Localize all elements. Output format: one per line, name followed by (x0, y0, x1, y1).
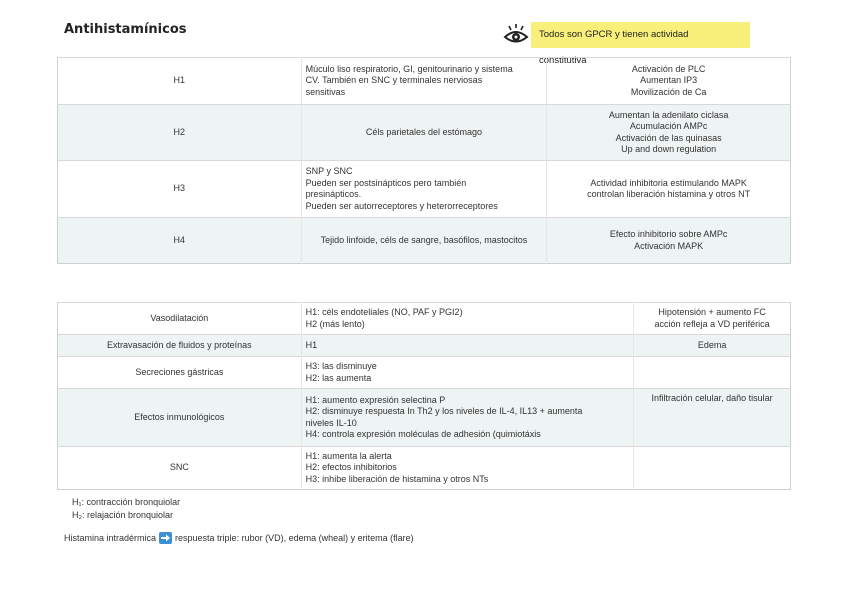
table-row (58, 447, 791, 490)
receptor-name: H2 (58, 105, 302, 161)
effect-mechanism: H1: aumenta la alerta H2: efectos inhibitorios H3: inhibe liberación de histamina y otros NTs (301, 447, 634, 490)
arrow-right-icon (159, 532, 172, 544)
histamine-line (64, 532, 414, 544)
table-row (58, 105, 791, 161)
effect-result: Infiltración celular, daño tisular (634, 389, 791, 447)
page-title: Antihistamínicos (64, 22, 187, 37)
effect-result (634, 447, 791, 490)
effect-name: Secreciones gástricas (58, 357, 302, 389)
effect-result (634, 357, 791, 389)
effect-name: Extravasación de fluidos y proteínas (58, 335, 302, 357)
effect-name: SNC (58, 447, 302, 490)
receptor-location: Céls parietales del estómago (301, 105, 547, 161)
receptor-name: H3 (58, 161, 302, 218)
receptor-name: H1 (58, 58, 302, 105)
footnote-h2: H₂: relajación bronquiolar (72, 510, 174, 520)
effect-mechanism: H3: las disminuye H2: las aumenta (301, 357, 634, 389)
receptor-effect: Actividad inhibitoria estimulando MAPK controlan liberación histamina y otros NT (547, 161, 791, 218)
effect-mechanism: H1: céls endoteliales (NO, PAF y PGI2) H2 (más lento) (301, 303, 634, 335)
histamine-before: Histamina intradérmica (64, 533, 157, 543)
receptor-location: SNP y SNC Pueden ser postsinápticos pero también presinápticos. Pueden ser autorreceptores y heterorreceptores (301, 161, 547, 218)
effect-name: Efectos inmunológicos (58, 389, 302, 447)
receptors-table (57, 57, 791, 264)
table-row (58, 357, 791, 389)
effect-result: Edema (634, 335, 791, 357)
effects-table (57, 302, 791, 490)
receptor-location: Tejido linfoide, céls de sangre, basófilos, mastocitos (301, 218, 547, 264)
eye-icon (503, 22, 529, 48)
receptor-name: H4 (58, 218, 302, 264)
receptor-effect: Activación de PLC Aumentan IP3 Movilización de Ca (547, 58, 791, 105)
table-row (58, 389, 791, 447)
note-callout (503, 22, 750, 66)
table-row (58, 161, 791, 218)
table-row (58, 303, 791, 335)
table-row (58, 218, 791, 264)
table-row (58, 335, 791, 357)
footnote-h1: H₁: contracción bronquiolar (72, 497, 181, 507)
receptor-effect: Efecto inhibitorio sobre AMPc Activación MAPK (547, 218, 791, 264)
note-text: Todos son GPCR y tienen actividad constitutiva (531, 22, 750, 48)
effect-mechanism: H1 (301, 335, 634, 357)
effect-result: Hipotensión + aumento FC acción refleja a VD periférica (634, 303, 791, 335)
effect-mechanism: H1: aumento expresión selectina P H2: disminuye respuesta In Th2 y los niveles de IL-4, IL13 + aumenta niveles IL-10 H4: controla expresión moléculas de adhesión (quimiotáxis (301, 389, 634, 447)
table-row (58, 58, 791, 105)
effect-name: Vasodilatación (58, 303, 302, 335)
receptor-location: Múculo liso respiratorio, GI, genitourinario y sistema CV. También en SNC y terminales nerviosas sensitivas (301, 58, 547, 105)
histamine-after: respuesta triple: rubor (VD), edema (wheal) y eritema (flare) (175, 533, 414, 543)
receptor-effect: Aumentan la adenilato ciclasa Acumulación AMPc Activación de las quinasas Up and down regulation (547, 105, 791, 161)
